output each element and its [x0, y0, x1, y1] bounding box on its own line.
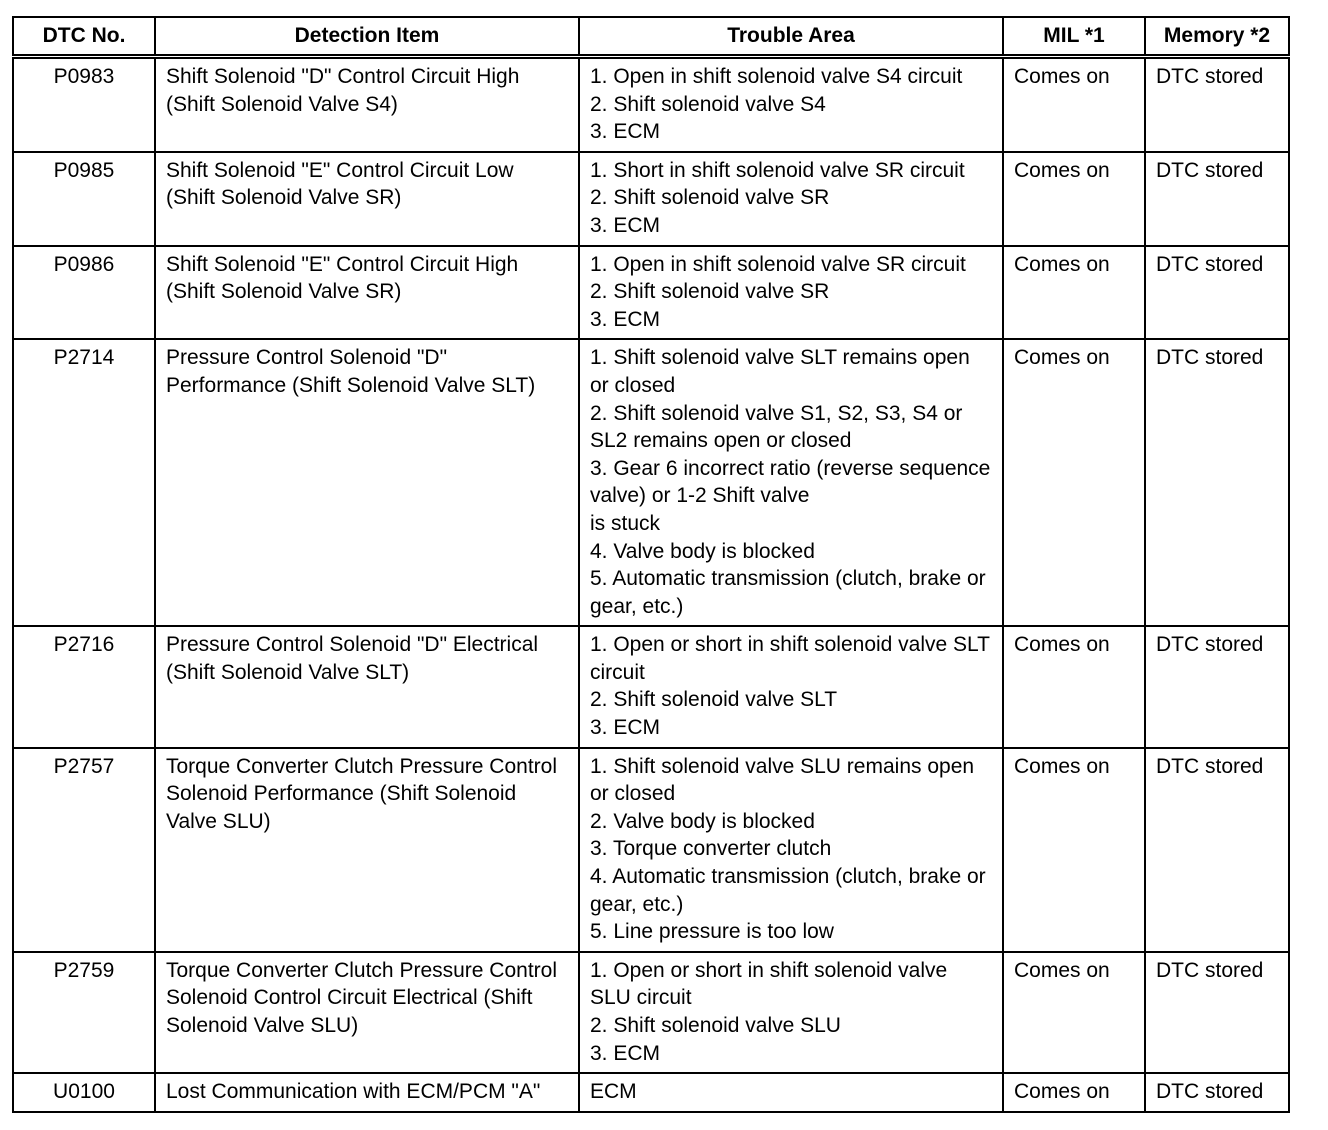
detection-item-cell: Pressure Control Solenoid "D" Electrical (Shift Solenoid Valve SLT)	[155, 626, 579, 747]
detection-item-cell: Shift Solenoid "E" Control Circuit High (Shift Solenoid Valve SR)	[155, 246, 579, 340]
memory-cell: DTC stored	[1145, 1073, 1289, 1112]
trouble-area-item: 1. Open in shift solenoid valve SR circuit	[590, 252, 966, 276]
detection-item-cell: Shift Solenoid "D" Control Circuit High (Shift Solenoid Valve S4)	[155, 57, 579, 152]
trouble-area-item: 1. Open or short in shift solenoid valve SLT circuit	[590, 633, 990, 684]
dtc-code-cell: U0100	[13, 1073, 155, 1112]
dtc-code-cell: P0985	[13, 152, 155, 246]
trouble-area-item: 2. Shift solenoid valve SR	[590, 186, 830, 210]
mil-cell: Comes on	[1003, 952, 1145, 1073]
trouble-area-item: 2. Shift solenoid valve S4	[590, 92, 826, 116]
dtc-table-page	[12, 16, 1290, 1113]
memory-cell: DTC stored	[1145, 626, 1289, 747]
dtc-code-cell: P2716	[13, 626, 155, 747]
trouble-area-item: 3. Torque converter clutch	[590, 837, 832, 861]
dtc-code-cell: P0983	[13, 57, 155, 152]
mil-cell: Comes on	[1003, 57, 1145, 152]
trouble-area-item: 1. Open or short in shift solenoid valve SLU circuit	[590, 958, 948, 1010]
detection-item-cell: Lost Communication with ECM/PCM "A"	[155, 1073, 579, 1112]
trouble-area-item: 1. Short in shift solenoid valve SR circuit	[590, 158, 965, 182]
trouble-area-cell	[579, 748, 1003, 952]
mil-cell: Comes on	[1003, 246, 1145, 340]
mil-cell: Comes on	[1003, 339, 1145, 626]
trouble-area-item: 3. ECM	[590, 307, 661, 331]
trouble-area-item: 3. ECM	[590, 716, 661, 740]
header-row	[13, 17, 1289, 57]
trouble-area-cell	[579, 626, 1003, 747]
mil-cell: Comes on	[1003, 626, 1145, 747]
header-trouble-area: Trouble Area	[579, 17, 1003, 57]
table-row	[13, 339, 1289, 626]
memory-cell: DTC stored	[1145, 339, 1289, 626]
memory-cell: DTC stored	[1145, 246, 1289, 340]
trouble-area-item: 2. Valve body is blocked	[590, 809, 815, 833]
trouble-area-item: 5. Line pressure is too low	[590, 920, 834, 944]
trouble-area-item: 3. ECM	[590, 1041, 661, 1065]
trouble-area-item: 2. Shift solenoid valve SLU	[590, 1014, 841, 1037]
trouble-area-item: 5. Automatic transmission (clutch, brake or gear, etc.)	[590, 567, 986, 618]
header-memory: Memory *2	[1145, 17, 1289, 57]
mil-cell: Comes on	[1003, 748, 1145, 952]
table-row	[13, 1073, 1289, 1112]
trouble-area-item: is stuck	[590, 511, 661, 535]
dtc-code-cell: P2757	[13, 748, 155, 952]
table-header	[13, 17, 1289, 57]
trouble-area-cell	[579, 339, 1003, 626]
table-row	[13, 57, 1289, 152]
table-body	[13, 57, 1289, 1112]
trouble-area-item: 4. Valve body is blocked	[590, 539, 815, 563]
memory-cell: DTC stored	[1145, 952, 1289, 1073]
header-detection-item: Detection Item	[155, 17, 579, 57]
trouble-area-item: 1. Shift solenoid valve SLU remains open or closed	[590, 754, 975, 806]
detection-item-cell: Pressure Control Solenoid "D" Performance (Shift Solenoid Valve SLT)	[155, 339, 579, 626]
memory-cell: DTC stored	[1145, 57, 1289, 152]
mil-cell: Comes on	[1003, 1073, 1145, 1112]
memory-cell: DTC stored	[1145, 748, 1289, 952]
trouble-area-cell	[579, 152, 1003, 246]
trouble-area-cell	[579, 1073, 1003, 1112]
detection-item-cell: Torque Converter Clutch Pressure Control Solenoid Performance (Shift Solenoid Valve SLU)	[155, 748, 579, 952]
dtc-code-cell: P0986	[13, 246, 155, 340]
dtc-code-cell: P2759	[13, 952, 155, 1073]
trouble-area-item: 2. Shift solenoid valve S1, S2, S3, S4 or SL2 remains open or closed	[590, 401, 963, 453]
table-row	[13, 952, 1289, 1073]
table-row	[13, 748, 1289, 952]
trouble-area-cell	[579, 57, 1003, 152]
trouble-area-item: 1. Open in shift solenoid valve S4 circuit	[590, 65, 963, 88]
memory-cell: DTC stored	[1145, 152, 1289, 246]
header-mil: MIL *1	[1003, 17, 1145, 57]
trouble-area-cell	[579, 246, 1003, 340]
table-row	[13, 152, 1289, 246]
dtc-code-cell: P2714	[13, 339, 155, 626]
trouble-area-item: 1. Shift solenoid valve SLT remains open or closed	[590, 346, 970, 397]
trouble-area-item: 3. ECM	[590, 120, 661, 144]
trouble-area-item: 3. ECM	[590, 213, 661, 237]
trouble-area-item: 2. Shift solenoid valve SR	[590, 280, 830, 304]
dtc-table	[12, 16, 1290, 1113]
header-dtc-no: DTC No.	[13, 17, 155, 57]
trouble-area-item: ECM	[590, 1080, 637, 1104]
detection-item-cell: Shift Solenoid "E" Control Circuit Low (Shift Solenoid Valve SR)	[155, 152, 579, 246]
trouble-area-cell	[579, 952, 1003, 1073]
table-row	[13, 246, 1289, 340]
detection-item-cell: Torque Converter Clutch Pressure Control Solenoid Control Circuit Electrical (Shift Solenoid Valve SLU)	[155, 952, 579, 1073]
mil-cell: Comes on	[1003, 152, 1145, 246]
trouble-area-item: 4. Automatic transmission (clutch, brake or gear, etc.)	[590, 865, 986, 916]
trouble-area-item: 2. Shift solenoid valve SLT	[590, 688, 838, 712]
trouble-area-item: 3. Gear 6 incorrect ratio (reverse sequence valve) or 1-2 Shift valve	[590, 456, 991, 508]
table-row	[13, 626, 1289, 747]
